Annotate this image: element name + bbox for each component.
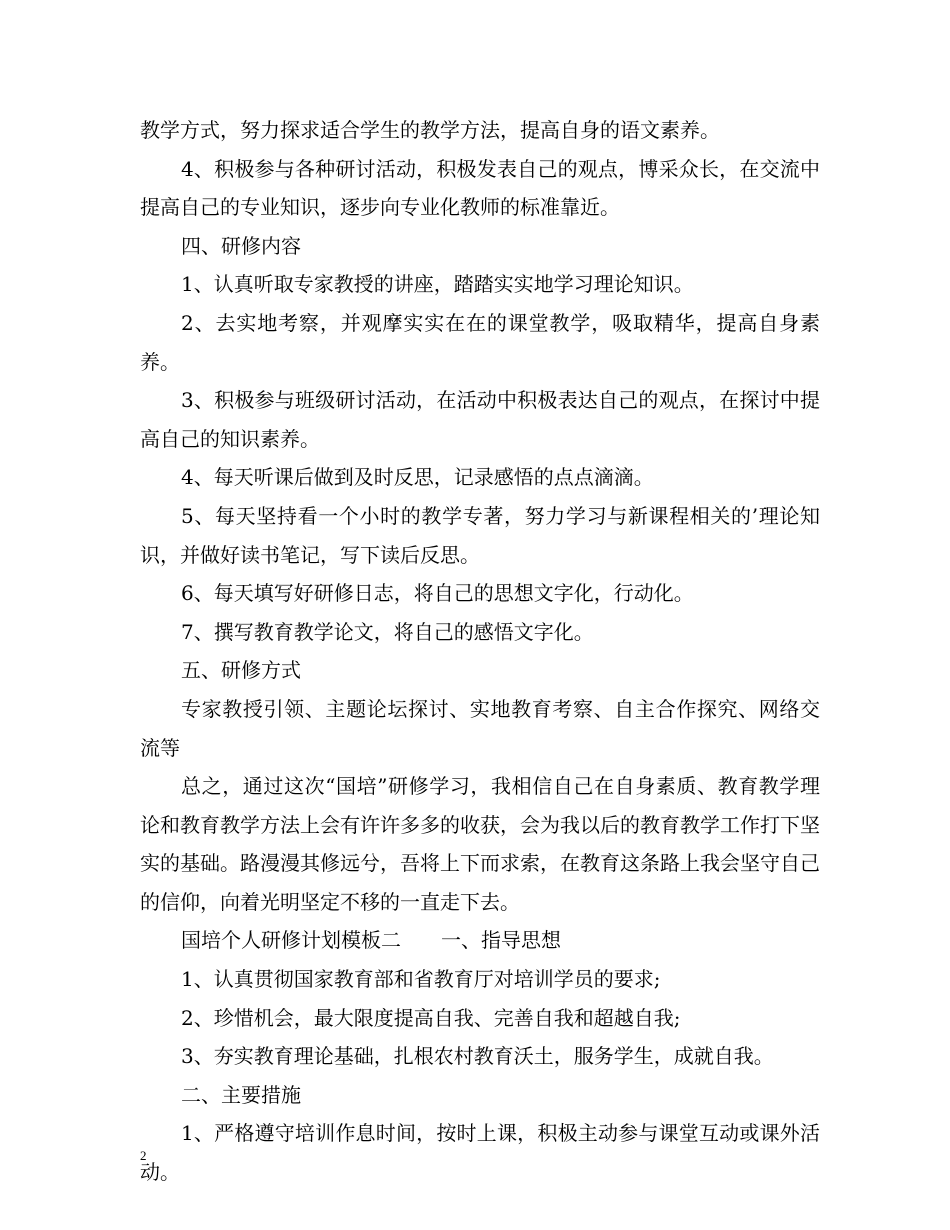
paragraph: 4、每天听课后做到及时反思，记录感悟的点点滴滴。: [181, 465, 654, 490]
paragraph: 3、夯实教育理论基础，扎根农村教育沃土，服务学生，成就自我。: [181, 1044, 774, 1069]
paragraph: 1、认真贯彻国家教育部和省教育厅对培训学员的要求;: [181, 967, 661, 992]
paragraph: 2、去实地考察，并观摩实实在在的课堂教学，吸取精华，提高自身素养。: [140, 310, 820, 374]
paragraph: 2、珍惜机会，最大限度提高自我、完善自我和超越自我;: [181, 1005, 681, 1030]
paragraph: 1、认真听取专家教授的讲座，踏踏实实地学习理论知识。: [181, 272, 694, 297]
section-heading: 二、主要措施: [181, 1082, 301, 1107]
paragraph: 7、撰写教育教学论文，将自己的感悟文字化。: [181, 619, 594, 644]
paragraph: 6、每天填写好研修日志，将自己的思想文字化，行动化。: [181, 581, 694, 606]
section-heading: 四、研修内容: [181, 233, 301, 258]
page-number: 2: [140, 1148, 147, 1163]
document-body: [140, 111, 820, 1192]
paragraph: 教学方式，努力探求适合学生的教学方法，提高自身的语文素养。: [140, 118, 720, 142]
paragraph: 4、积极参与各种研讨活动，积极发表自己的观点，博采众长，在交流中提高自己的专业知识，逐步向专业化教师的标准靠近。: [140, 156, 820, 220]
paragraph: 3、积极参与班级研讨活动，在活动中积极表达自己的观点，在探讨中提高自己的知识素养。: [140, 388, 820, 451]
section-heading: 国培个人研修计划模板二 一、指导思想: [181, 928, 561, 953]
paragraph: 专家教授引领、主题论坛探讨、实地教育考察、自主合作探究、网络交流等: [140, 696, 820, 760]
section-heading: 五、研修方式: [181, 658, 301, 683]
paragraph: 1、严格遵守培训作息时间，按时上课，积极主动参与课堂互动或课外活动。: [140, 1121, 820, 1185]
paragraph: 5、每天坚持看一个小时的教学专著，努力学习与新课程相关的’理论知识，并做好读书笔记，写下读后反思。: [140, 503, 820, 567]
paragraph: 总之，通过这次“国培”研修学习，我相信自己在自身素质、教育教学理论和教育教学方法上会有许许多多的收获，会为我以后的教育教学工作打下坚实的基础。路漫漫其修远兮，吾将上下而求索，在教育这条路上我会坚守自己的信仰，向着光明坚定不移的一直走下去。: [140, 774, 820, 914]
